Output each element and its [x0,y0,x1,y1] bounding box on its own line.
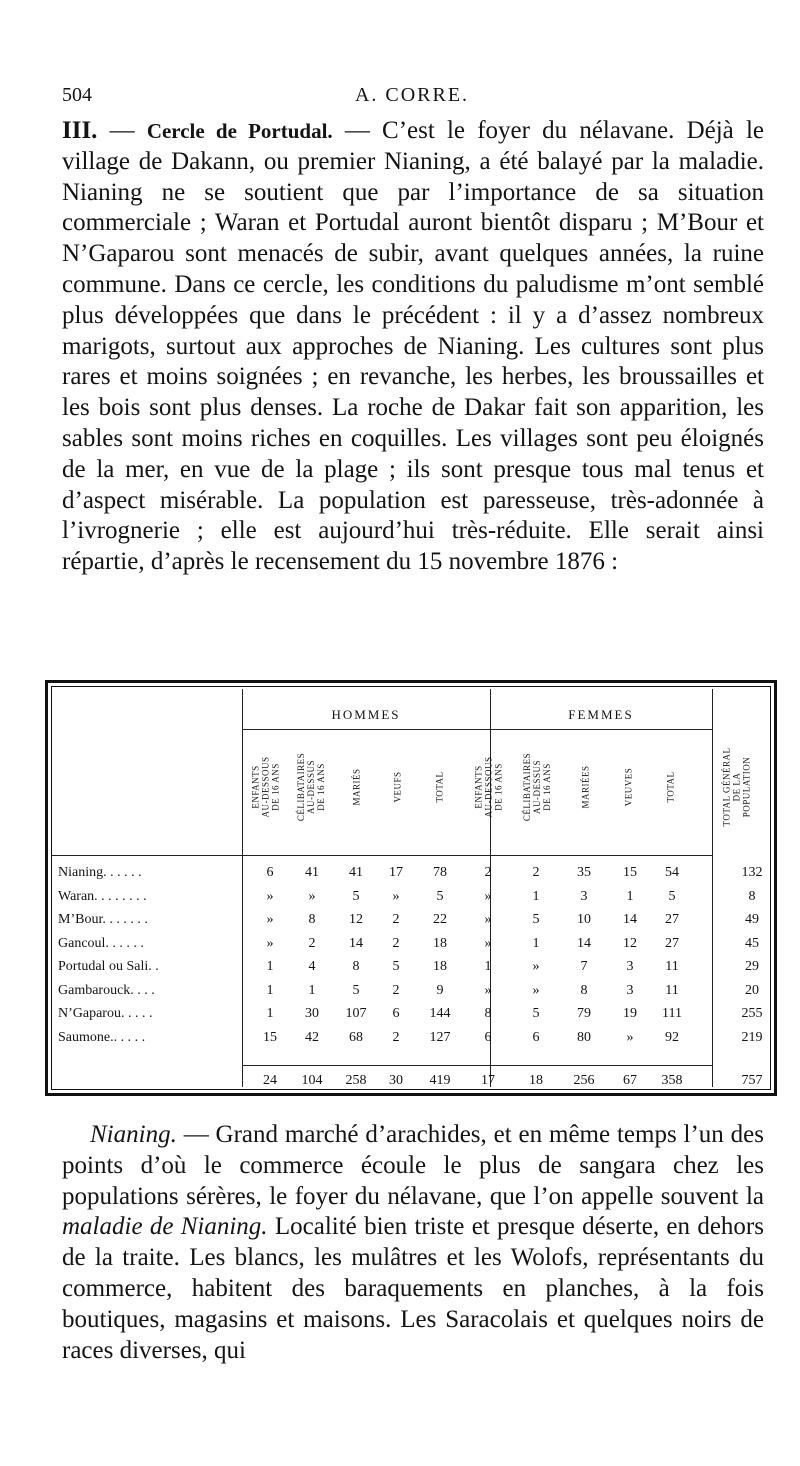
table-cell: 6 [532,1029,540,1045]
column-header-label: ENFANTS AU-DESSOUS DE 16 ANS [250,756,281,818]
total-cell: 17 [481,1073,495,1088]
table-cell: » [484,888,492,904]
table-cell: » [266,888,274,904]
running-head: A. CORRE. [354,84,470,106]
table-cell: 1 [308,982,316,998]
table-cell: 19 [623,1006,637,1021]
table-cell: 54 [665,865,679,880]
table-cell: 6 [266,865,274,880]
table-cell: 2 [392,935,400,951]
table-cell: 5 [532,1006,540,1021]
table-row [52,936,770,956]
row-label: N’Gaparou. . . . . [58,1006,153,1021]
table-cell: 17 [389,865,403,880]
table-cell: 3 [626,959,634,974]
row-label: Gancoul. . . . . . [58,935,144,951]
table-cell: 42 [305,1029,319,1045]
table-cell: 20 [745,982,759,998]
column-header-label: CÉLIBATAIRES AU-DESSUS DE 16 ANS [522,752,552,822]
italic-phrase: maladie de Nianing. [62,1213,268,1241]
row-label: Waran. . . . . . . . [58,888,147,904]
table-rule [490,729,712,730]
paragraph-text-b: Localité bien triste et presque déserte, en dehors de la traite. Les blancs, les mulâtres et les Wolofs, représentants du commerce, habitent des baraquements en planches, à la fois boutiques, magasins et maisons. Les Saracolais et quelques noirs de races diverses, qui [62,1213,764,1364]
lead-italic: Nianing. [90,1121,177,1148]
table-row [52,959,770,979]
table-cell: 15 [263,1029,277,1045]
table-cell: 127 [429,1029,451,1045]
table-cell: » [266,912,274,927]
table-cell: 5 [392,959,400,974]
table-rule [52,855,712,856]
table-cell: 35 [577,865,591,880]
table-cell: 1 [532,888,540,904]
row-label: Portudal ou Sali. . [58,959,159,974]
total-cell: 18 [529,1073,543,1088]
table-cell: 2 [532,865,540,880]
column-header-label: MARIÉES [580,765,591,809]
row-label: Saumone.. . . . . [58,1029,146,1045]
table-cell: 1 [626,888,634,904]
table-row [52,912,770,932]
census-table [45,680,777,1096]
table-cell: 2 [392,912,400,927]
table-cell: 9 [436,982,444,998]
table-cell: 10 [577,912,591,927]
table-cell: 27 [665,935,679,951]
column-header [382,739,412,835]
table-cell: 1 [266,982,274,998]
table-cell: 8 [748,888,756,904]
row-label: Nianing. . . . . . [58,865,142,880]
table-cell: 14 [577,935,591,951]
table-cell: 18 [433,959,447,974]
table-cell: 6 [484,1029,492,1045]
table-cell: 12 [349,912,363,927]
census-table-frame [51,686,771,1090]
table-cell: 79 [577,1006,591,1021]
table-row [52,889,770,909]
table-row [52,1006,770,1026]
table-cell: 1 [484,959,492,974]
table-cell: 144 [429,1006,451,1021]
table-cell: 107 [345,1006,367,1021]
table-cell: 3 [626,982,634,998]
table-cell: 80 [577,1029,591,1045]
column-header-label: VEUVES [623,767,633,807]
column-header [722,739,752,835]
dash: — [97,117,147,144]
table-cell: 4 [308,959,316,974]
table-cell: 15 [623,865,637,880]
table-cell: 2 [392,982,400,998]
table-cell: 255 [741,1006,763,1021]
table-cell: 2 [308,935,316,951]
table-cell: 27 [665,912,679,927]
table-cell: 14 [349,935,363,951]
table-row [52,865,770,885]
table-cell: » [308,888,316,904]
column-header-label: MARIÉS [351,768,362,806]
column-header [341,739,371,835]
table-cell: 8 [580,982,588,998]
table-cell: » [626,1029,634,1045]
total-cell: 67 [623,1073,637,1088]
total-cell: 30 [389,1073,403,1088]
table-cell: 8 [308,912,316,927]
column-header [473,739,503,835]
table-cell: 22 [433,912,447,927]
paragraph-cercle-de-portudal [62,116,764,578]
column-header [656,739,686,835]
table-cell: 1 [266,959,274,974]
table-cell: 5 [436,888,444,904]
table-cell: 29 [745,959,759,974]
column-header [570,739,600,835]
table-cell: 5 [352,982,360,998]
table-cell: 7 [580,959,588,974]
column-header [522,739,552,835]
table-cell: 14 [623,912,637,927]
table-cell: 12 [623,935,637,951]
row-label: Gambarouck. . . . [58,982,155,998]
table-cell: 5 [352,888,360,904]
table-cell: 78 [433,865,447,880]
total-cell: 419 [429,1073,451,1088]
paragraph-text: — C’est le foyer du nélavane. Déjà le village de Dakann, ou premier Nianing, a été balayé par la maladie. Nianing ne se soutient que par l’importance de sa situation commerciale ; Waran et Portudal auront bientôt disparu ; M’Bour et N’Gaparou sont menacés de subir, avant quelques années, la ruine commune. Dans ce cercle, les conditions du paludisme m’ont semblé plus développées que dans le précédent : il y a d’assez nombreux marigots, surtout aux approches de Nianing. Les cultures sont plus rares et moins soignées ; en revanche, les herbes, les broussailles et les bois sont plus denses. La roche de Dakar fait son apparition, les sables sont moins riches en coquilles. Les villages sont peu éloignés de la mer, en vue de la plage ; ils sont presque tous mal tenus et d’aspect misérable. La population est paresseuse, très-adonnée à l’ivrognerie ; elle est aujourd’hui très-réduite. Elle serait ainsi répartie, d’après le recensement du 15 novembre 1876 : [62,117,765,576]
column-header-label: CÉLIBATAIRES AU-DESSUS DE 16 ANS [296,752,326,822]
table-cell: » [532,959,540,974]
table-cell: 11 [665,959,679,974]
table-rule [242,1065,712,1066]
table-cell: 45 [745,935,759,951]
table-cell: 219 [741,1029,763,1045]
paragraph-nianing [62,1120,764,1366]
table-rule [242,729,490,730]
table-cell: 49 [745,912,759,927]
table-cell: 68 [349,1029,363,1045]
table-cell: 8 [484,1006,492,1021]
table-cell: » [532,982,540,998]
column-header-label: TOTAL [666,771,677,803]
table-row [52,983,770,1003]
table-cell: 41 [305,865,319,880]
total-cell: 256 [573,1073,595,1088]
total-cell: 757 [741,1073,763,1088]
row-label: M’Bour. . . . . . . [58,912,148,927]
group-header-femmes: FEMMES [568,707,634,722]
total-cell: 358 [661,1073,683,1088]
group-header-hommes: HOMMES [331,707,401,722]
table-cell: » [392,888,400,904]
page-number: 504 [62,84,92,106]
table-row [52,1030,770,1050]
column-header-label: TOTAL [435,771,446,803]
section-title: Cercle de Portudal. [146,119,333,143]
column-header [250,739,280,835]
table-cell: 111 [662,1006,682,1021]
table-cell: 8 [352,959,360,974]
table-cell: 1 [532,935,540,951]
table-cell: » [484,935,492,951]
table-cell: 11 [665,982,679,998]
table-cell: 2 [484,865,492,880]
table-cell: 6 [392,1006,400,1021]
table-cell: 2 [392,1029,400,1045]
table-cell: » [484,982,492,998]
table-cell: 41 [349,865,363,880]
column-header [425,739,455,835]
total-cell: 24 [263,1073,277,1088]
total-cell: 258 [345,1073,367,1088]
table-cell: 1 [266,1006,274,1021]
column-header-label: ENFANTS AU-DESSOUS DE 16 ANS [473,756,504,818]
column-header-label: VEUFS [392,771,403,803]
column-header [296,739,326,835]
column-header [613,739,643,835]
table-cell: » [266,935,274,951]
table-cell: 5 [668,888,676,904]
table-cell: 132 [741,865,763,880]
table-cell: 5 [532,912,540,927]
table-cell: 18 [433,935,447,951]
table-cell: » [484,912,492,927]
table-cell: 3 [580,888,588,904]
total-cell: 104 [301,1073,323,1088]
column-header-label: TOTAL GÉNÉRAL DE LA POPULATION [722,747,752,827]
table-cell: 30 [305,1006,319,1021]
table-cell: 92 [665,1029,679,1045]
page-header [62,84,762,114]
section-number: III. [62,117,98,144]
paragraph-text-a: — Grand marché d’arachides, et en même temps l’un des points d’où le commerce écoule le plus de sangara chez les populations sérères, le foyer du nélavane, que l’on appelle souvent la [62,1121,764,1210]
